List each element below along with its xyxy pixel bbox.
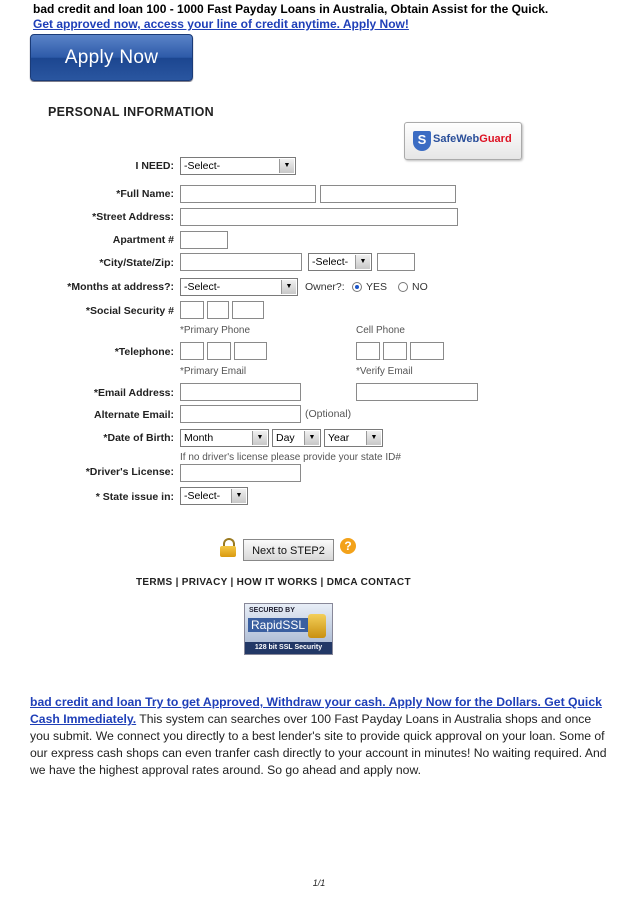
primary-email-label: *Primary Email <box>180 366 247 377</box>
chevron-down-icon: ▼ <box>366 431 381 445</box>
badge-label: SafeWebGuard <box>433 133 512 145</box>
chevron-down-icon: ▼ <box>355 255 370 269</box>
next-step-button[interactable]: Next to STEP2 <box>243 539 334 561</box>
zip-input[interactable] <box>377 253 415 271</box>
cell-line-input[interactable] <box>410 342 444 360</box>
footer-links[interactable]: TERMS | PRIVACY | HOW IT WORKS | DMCA CONTACT <box>136 577 411 588</box>
apply-link[interactable]: Get approved now, access your line of credit anytime. Apply Now! <box>33 17 409 31</box>
owner-no-radio[interactable] <box>398 282 408 292</box>
apartment-input[interactable] <box>180 231 228 249</box>
owner-label: Owner?: <box>305 281 345 293</box>
safewebguard-badge[interactable] <box>404 122 522 160</box>
body-link[interactable]: bad credit and loan Try to get Approved, Withdraw your cash. Apply Now for the Dollars. Get Quick Cash Immediately. <box>30 695 602 726</box>
license-label: *Driver's License: <box>85 466 174 478</box>
months-label: *Months at address?: <box>67 281 174 293</box>
need-select[interactable]: -Select- ▼ <box>180 157 296 175</box>
padlock-icon <box>308 614 326 638</box>
alt-email-input[interactable] <box>180 405 301 423</box>
ssn-label: *Social Security # <box>85 305 174 317</box>
dob-month-select[interactable]: Month ▼ <box>180 429 269 447</box>
owner-no-label: NO <box>412 281 428 293</box>
apply-now-button[interactable]: Apply Now <box>30 34 193 81</box>
dob-label: *Date of Birth: <box>103 432 174 444</box>
verify-email-label: *Verify Email <box>356 366 413 377</box>
body-text: This system can searches over 100 Fast Payday Loans in Australia shops and once you submit. We connect you directly to a best lender's site to provide quick approval on your loan. Some of our express cash shops can even tranfer cash directly to your account in minutes! No waiting required. And we have the highest approval rates around. So go ahead and apply now. <box>30 712 607 777</box>
chevron-down-icon: ▼ <box>279 159 294 173</box>
primary-phone-label: *Primary Phone <box>180 325 251 336</box>
ssn-part2-input[interactable] <box>207 301 229 319</box>
phone-prefix-input[interactable] <box>207 342 231 360</box>
chevron-down-icon: ▼ <box>281 280 296 294</box>
shield-icon: S <box>413 131 431 151</box>
last-name-input[interactable] <box>320 185 456 203</box>
page-number: 1/1 <box>312 878 326 888</box>
city-input[interactable] <box>180 253 302 271</box>
ssn-part3-input[interactable] <box>232 301 264 319</box>
months-select[interactable]: -Select- ▼ <box>180 278 298 296</box>
cell-area-input[interactable] <box>356 342 380 360</box>
email-label: *Email Address: <box>93 387 174 399</box>
full-name-label: *Full Name: <box>116 188 174 200</box>
street-label: *Street Address: <box>92 211 174 223</box>
ssn-part1-input[interactable] <box>180 301 204 319</box>
verify-email-input[interactable] <box>356 383 478 401</box>
state-issue-select[interactable]: -Select- ▼ <box>180 487 248 505</box>
first-name-input[interactable] <box>180 185 316 203</box>
phone-area-input[interactable] <box>180 342 204 360</box>
cell-phone-label: Cell Phone <box>356 325 405 336</box>
chevron-down-icon: ▼ <box>252 431 267 445</box>
lock-icon <box>220 538 236 556</box>
application-form <box>30 82 610 682</box>
email-input[interactable] <box>180 383 301 401</box>
document-title: bad credit and loan 100 - 1000 Fast Payday Loans in Australia, Obtain Assist for the Quick. <box>33 2 549 16</box>
street-input[interactable] <box>180 208 458 226</box>
state-issue-label: * State issue in: <box>95 491 174 503</box>
license-input[interactable] <box>180 464 301 482</box>
cell-prefix-input[interactable] <box>383 342 407 360</box>
dob-year-select[interactable]: Year ▼ <box>324 429 383 447</box>
section-title: PERSONAL INFORMATION <box>48 105 214 119</box>
dob-day-select[interactable]: Day ▼ <box>272 429 321 447</box>
help-icon[interactable]: ? <box>340 538 356 554</box>
optional-note: (Optional) <box>305 408 352 420</box>
license-note: If no driver's license please provide your state ID# <box>180 452 401 463</box>
phone-line-input[interactable] <box>234 342 267 360</box>
chevron-down-icon: ▼ <box>304 431 319 445</box>
state-select[interactable]: -Select- ▼ <box>308 253 372 271</box>
need-label: I NEED: <box>135 160 174 172</box>
owner-yes-label: YES <box>366 281 388 293</box>
rapidssl-seal[interactable]: SECURED BY RapidSSL 128 bit SSL Security <box>244 603 333 655</box>
owner-yes-radio[interactable] <box>352 282 362 292</box>
alt-email-label: Alternate Email: <box>94 409 174 421</box>
telephone-label: *Telephone: <box>114 346 174 358</box>
chevron-down-icon: ▼ <box>231 489 246 503</box>
city-label: *City/State/Zip: <box>99 257 174 269</box>
body-paragraph <box>30 694 610 779</box>
apartment-label: Apartment # <box>112 234 174 246</box>
